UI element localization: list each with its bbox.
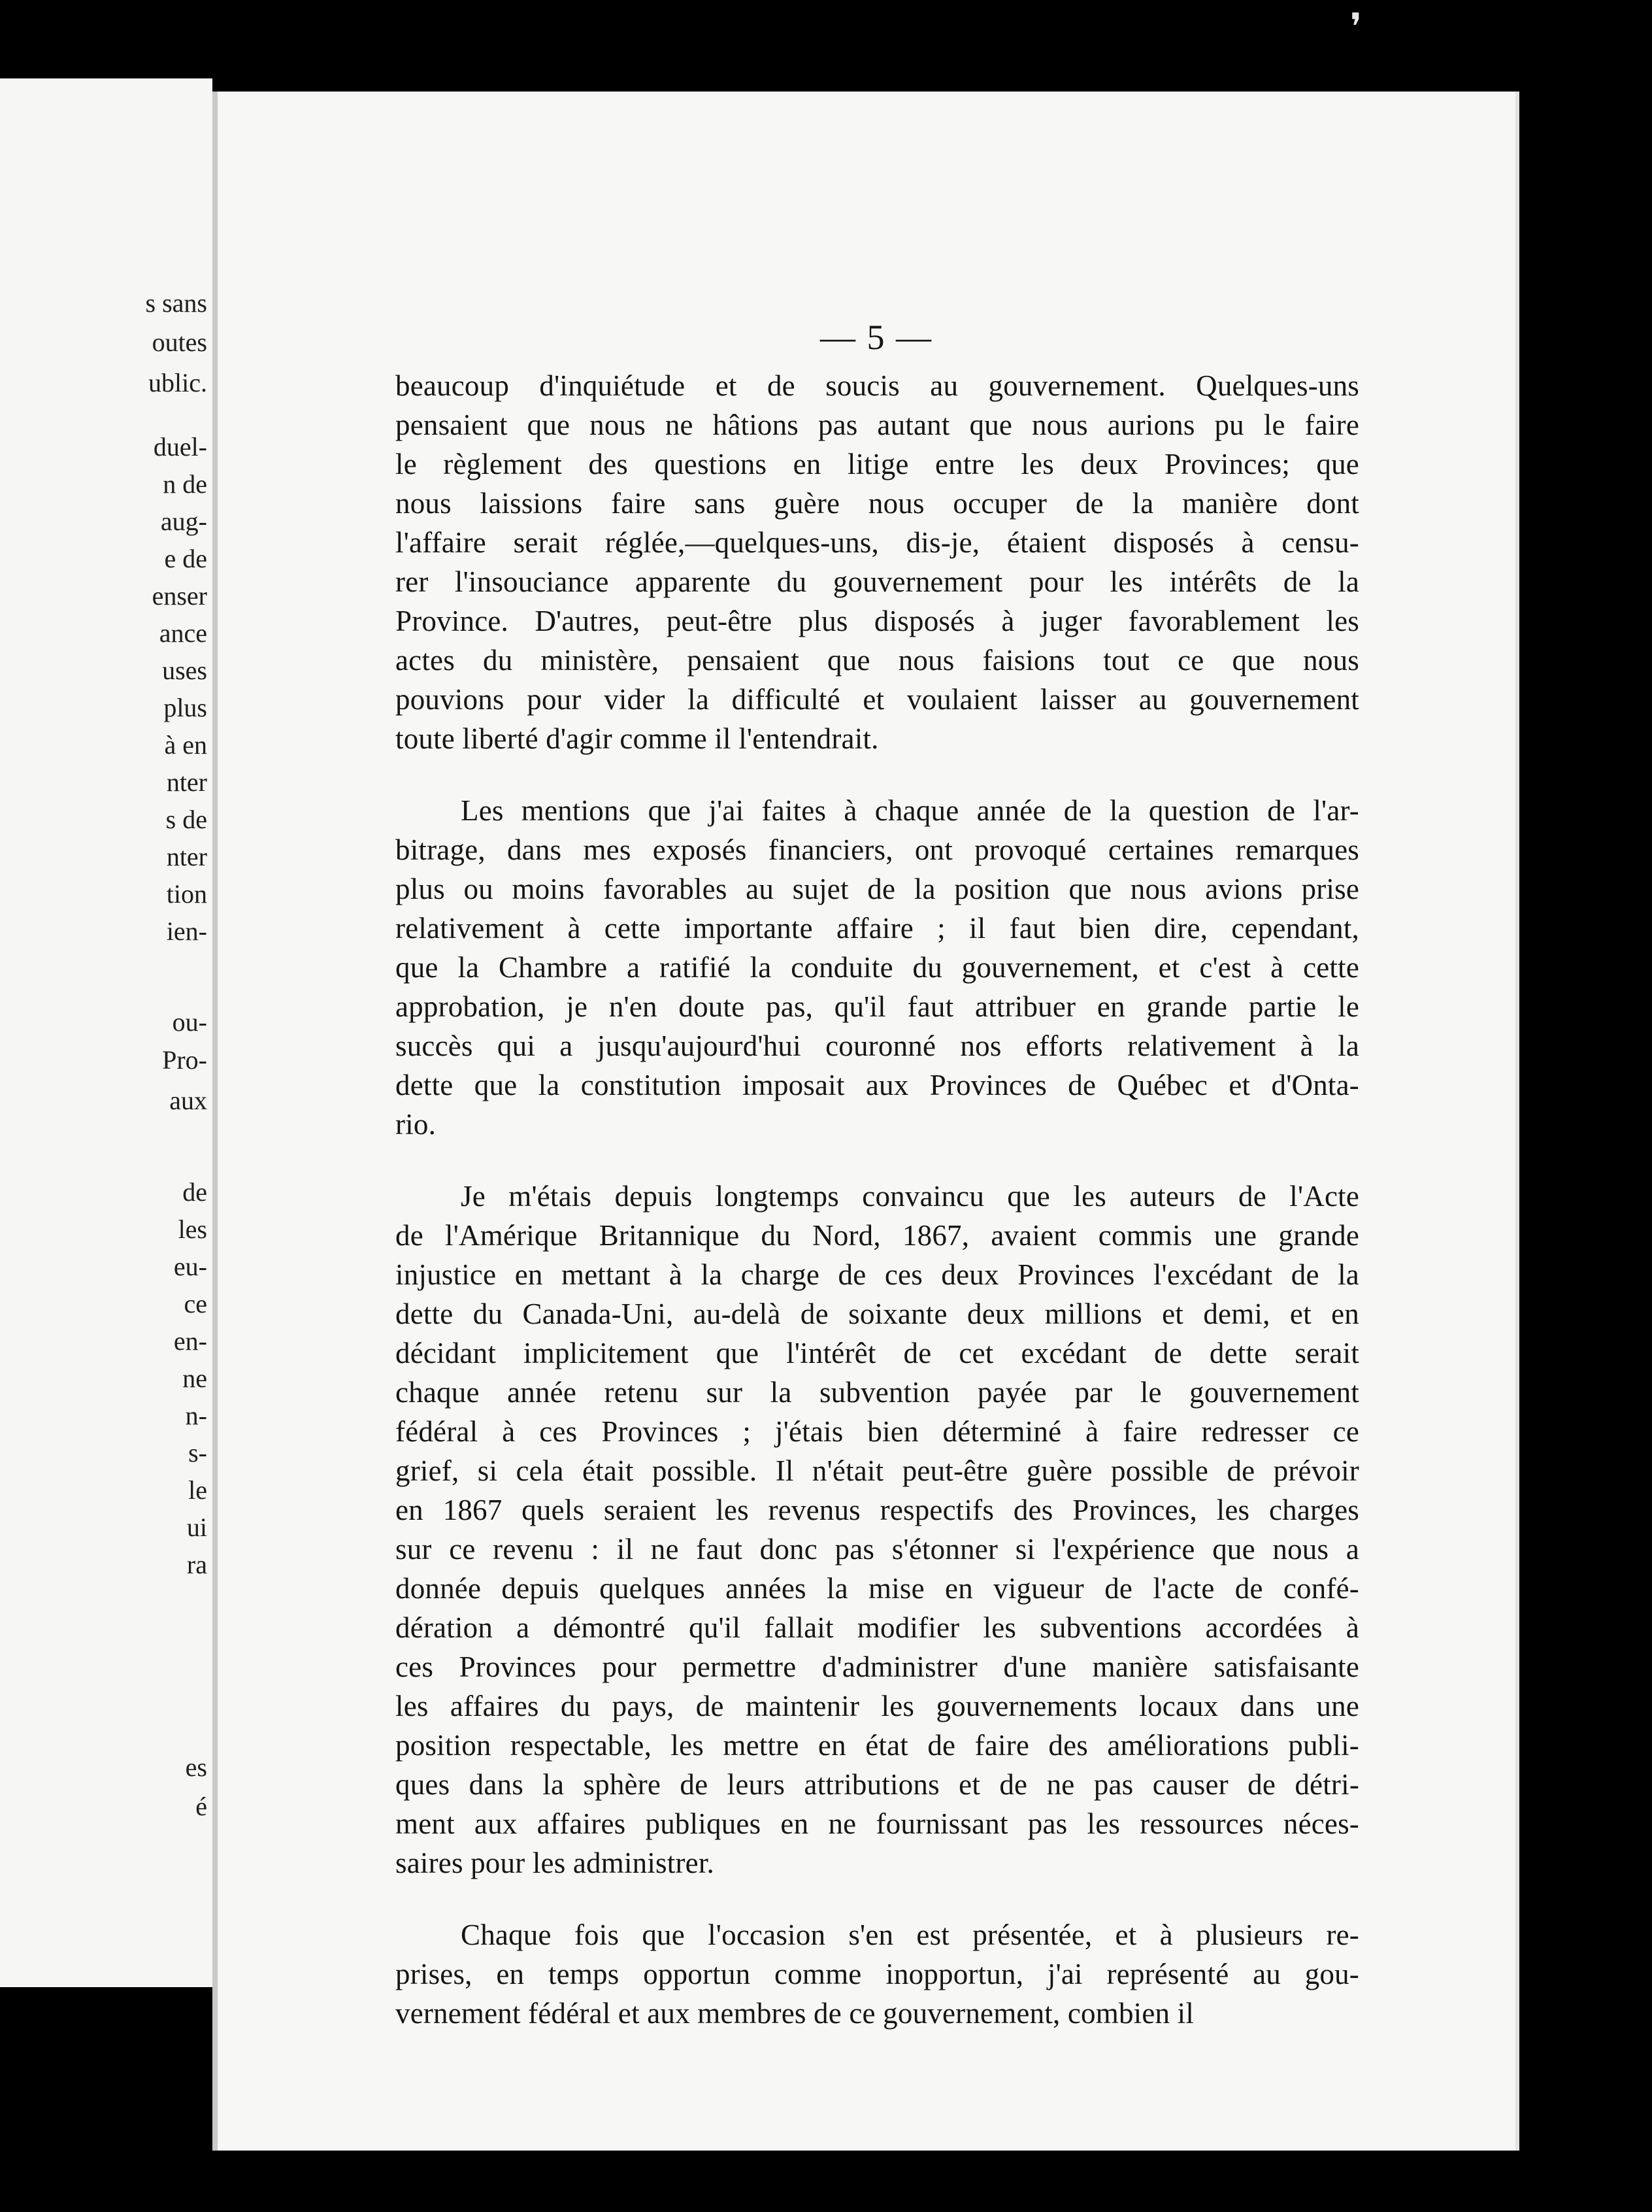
text-line: injustice en mettant à la charge de ces deux Provinces l'excédant de la [395,1258,1359,1291]
left-page-line-fragment: ra [186,1550,207,1579]
text-line: vernement fédéral et aux membres de ce gouvernement, combien il [395,1997,1195,2030]
left-page-line-fragment: eu- [173,1252,207,1281]
left-page-line-fragment: à en [164,730,207,760]
left-page-line-fragment: duel- [153,432,207,461]
text-line: succès qui a jusqu'aujourd'hui couronné nos efforts relativement à la [395,1030,1359,1062]
left-page-line-fragment: s- [188,1438,207,1467]
left-page-line-fragment: ce [184,1289,207,1318]
text-line: chaque année retenu sur la subvention payée par le gouvernement [395,1376,1359,1409]
left-page-line-fragment: uses [162,656,207,685]
text-line: l'affaire serait réglée,—quelques-uns, dis-je, étaient disposés à censu- [395,526,1359,559]
text-line: rer l'insouciance apparente du gouvernement pour les intérêts de la [395,565,1359,598]
paragraph [395,1915,1359,2033]
text-line: sur ce revenu : il ne faut donc pas s'étonner si l'expérience que nous a [395,1533,1359,1566]
left-page-line-fragment: le [188,1475,207,1505]
left-page-line-fragment: ui [186,1513,207,1542]
left-page-line-fragment: é [195,1792,207,1821]
text-line: Chaque fois que l'occasion s'en est présentée, et à plusieurs re- [461,1919,1359,1951]
text-line: plus ou moins favorables au sujet de la position que nous avions prise [395,873,1359,905]
scan-artifact-mark: ❜ [1350,7,1363,48]
paragraph-spacer [395,758,1359,791]
text-line: Les mentions que j'ai faites à chaque année de la question de l'ar- [461,794,1359,827]
text-line: bitrage, dans mes exposés financiers, ont provoqué certaines remarques [395,833,1359,866]
paragraph-spacer [395,1144,1359,1177]
text-line: rio. [395,1108,437,1141]
text-line: toute liberté d'agir comme il l'entendrait. [395,722,879,755]
left-facing-page [0,78,212,1987]
left-page-line-fragment: les [178,1215,207,1244]
left-page-line-fragment: ou- [172,1007,207,1037]
page-body-text [395,366,1359,2033]
left-page-line-fragment: aux [169,1086,207,1115]
left-page-line-fragment: ien- [166,916,207,946]
text-line: nous laissions faire sans guère nous occuper de la manière dont [395,487,1359,520]
paragraph [395,1177,1359,1883]
text-line: les affaires du pays, de maintenir les gouvernements locaux dans une [395,1690,1359,1722]
text-line: ces Provinces pour permettre d'administrer d'une manière satisfaisante [395,1651,1359,1683]
left-page-line-fragment: s de [165,805,207,834]
text-line: actes du ministère, pensaient que nous faisions tout ce que nous [395,644,1359,677]
text-line: relativement à cette importante affaire ; il faut bien dire, cependant, [395,912,1359,945]
text-line: approbation, je n'en doute pas, qu'il faut attribuer en grande partie le [395,990,1359,1023]
left-page-line-fragment: tion [166,879,207,909]
text-line: beaucoup d'inquiétude et de soucis au gouvernement. Quelques-uns [395,369,1359,402]
text-line: donnée depuis quelques années la mise en vigueur de l'acte de confé- [395,1572,1359,1605]
left-page-line-fragment: en- [173,1326,207,1356]
text-line: position respectable, les mettre en état de faire des améliorations publi- [395,1729,1359,1762]
text-line: que la Chambre a ratifié la conduite du gouvernement, et c'est à cette [395,951,1359,984]
text-line: dette que la constitution imposait aux Provinces de Québec et d'Onta- [395,1069,1359,1101]
left-page-line-fragment: ne [182,1364,207,1393]
left-page-line-fragment: nter [166,842,207,871]
left-page-line-fragment: de [182,1177,207,1207]
left-page-line-fragment: outes [152,327,207,357]
paragraph-spacer [395,1883,1359,1915]
text-line: pouvions pour vider la difficulté et voulaient laisser au gouvernement [395,683,1359,716]
text-line: ment aux affaires publiques en ne fournissant pas les ressources néces- [395,1807,1359,1840]
text-line: dération a démontré qu'il fallait modifier les subventions accordées à [395,1611,1359,1644]
document-page [212,92,1519,2151]
left-page-line-fragment: ublic. [148,368,207,397]
text-line: le règlement des questions en litige entre les deux Provinces; que [395,448,1359,480]
text-line: grief, si cela était possible. Il n'était peut-être guère possible de prévoir [395,1454,1359,1487]
left-page-line-fragment: es [185,1752,207,1782]
left-page-line-fragment: n- [185,1401,207,1430]
text-line: saires pour les administrer. [395,1847,714,1879]
text-line: Province. D'autres, peut-être plus disposés à juger favorablement les [395,605,1359,637]
paragraph [395,791,1359,1144]
left-page-line-fragment: ance [159,618,207,648]
text-line: dette du Canada-Uni, au-delà de soixante deux millions et demi, et en [395,1298,1359,1330]
text-line: de l'Amérique Britannique du Nord, 1867, avaient commis une grande [395,1219,1359,1252]
text-line: pensaient que nous ne hâtions pas autant que nous aurions pu le faire [395,409,1359,441]
left-page-line-fragment: plus [163,693,207,722]
text-line: prises, en temps opportun comme inopportun, j'ai représenté au gou- [395,1958,1359,1990]
left-page-line-fragment: s sans [145,288,207,318]
left-page-line-fragment: aug- [160,507,207,536]
text-line: en 1867 quels seraient les revenus respectifs des Provinces, les charges [395,1494,1359,1526]
paragraph [395,366,1359,758]
page-number: — 5 — [820,318,933,357]
text-line: fédéral à ces Provinces ; j'étais bien déterminé à faire redresser ce [395,1415,1359,1448]
text-line: Je m'étais depuis longtemps convaincu que les auteurs de l'Acte [461,1180,1359,1213]
text-line: ques dans la sphère de leurs attributions et de ne pas causer de détri- [395,1768,1359,1801]
left-page-line-fragment: enser [152,581,207,611]
left-page-line-fragment: nter [166,767,207,797]
left-page-line-fragment: n de [163,469,207,499]
left-page-margin-text [0,0,212,1909]
left-page-line-fragment: Pro- [162,1045,207,1075]
text-line: décidant implicitement que l'intérêt de cet excédant de dette serait [395,1337,1359,1369]
left-page-line-fragment: e de [164,544,207,573]
